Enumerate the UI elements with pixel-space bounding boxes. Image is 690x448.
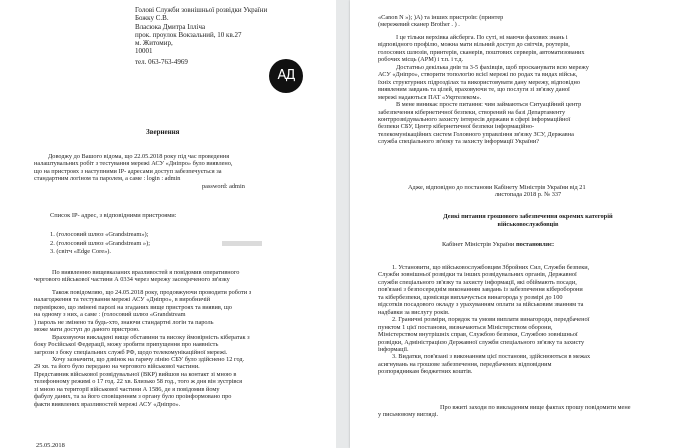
- recipient-line: Божку С.В.: [135, 14, 169, 22]
- text-line: розпорядникам бюджетних коштів.: [378, 368, 473, 376]
- recipient-line: тел. 063-763-4969: [135, 58, 188, 66]
- list-item: 2. (голосовий шлюз «Grandstream »);: [50, 239, 151, 247]
- recipient-line: прок. проулок Вокзальний, 10 кв.27: [135, 31, 242, 39]
- text-line: Також повідомляю, що 24.05.2018 року, продовжуючи проводити роботи з: [52, 288, 252, 296]
- text-line: налаштувальних робіт з тестування мережі АСУ «Дніпро» було виявлено,: [34, 160, 233, 168]
- text-line: 2. Граничні розміри, порядок та умови виплати винагороди, передбаченої: [392, 316, 590, 324]
- text-line: мережі надаються ПАТ «Укртелеком».: [378, 93, 482, 101]
- text-line: Хочу зазначити, що дзвінок на гарячу лінію СБУ було здійснено 12 год.: [52, 355, 245, 363]
- text-line: загрози з боку спеціальних служб РФ, щодо телекомунікаційної мережі.: [34, 348, 228, 356]
- list-item: 3. (свiтч «Edge Core»).: [50, 248, 112, 255]
- text-line: «Canon N »); )А) та інших пристроїв: (принтер: [378, 14, 504, 21]
- decree-title-line: Деякі питання грошового забезпечення окремих категорій: [443, 213, 613, 220]
- text-line: що на пристроях з наступними IP- адресами доступ забезпечується за: [34, 167, 222, 175]
- text-line: відсотків посадового окладу з урахуванням оплати за військовим званням та: [378, 301, 584, 309]
- footer-date: 25.05.2018: [36, 442, 65, 448]
- text-line: Доводжу до Вашого відома, що 22.05.2018 року під час проведення: [48, 153, 230, 160]
- text-line: асигнувань на грошове забезпечення, передбачених відповідним: [378, 360, 552, 368]
- text-line: факти виявлених вразливостей мережі АСУ «Дніпро».: [34, 400, 181, 408]
- text-line: чергового військової частини А 0334 через мережу засекреченого зв'язку: [34, 276, 230, 284]
- ip-list: [50, 231, 150, 257]
- text-line: телефонному режимі о 17 год. 22 хв. Близько 58 год., того ж дня він зустрівся: [34, 378, 243, 386]
- text-line: пунктом 1 цієї постанови, визначаються Міністерством оборони,: [378, 323, 553, 331]
- text-line: І це тільки верхівка айсберга. По суті, ні маючи фахових знань і: [396, 34, 568, 41]
- text-line: 1. Установити, що військовослужбовцям Збройних Сил, Служби безпеки,: [392, 264, 590, 271]
- text-line: голосових шлюзів, принтерів, сканерів, поштових серверів, автоматизованих: [378, 48, 585, 56]
- closing-request: [378, 404, 678, 419]
- text-line: служба спеціального зв'язку та захисту інформації України?: [378, 138, 540, 146]
- text-line: надбавки за вислугу років.: [378, 308, 450, 316]
- text-line: В мене виникає просте питання: чим займаються Ситуаційний центр: [396, 101, 582, 109]
- text-line: Адже, відповідно до постанови Кабінету Міністрів України від 21: [408, 184, 586, 191]
- text-line: інформації.: [378, 345, 409, 353]
- decree-lead-keyword: постановляє:: [515, 241, 555, 248]
- decree-lead-text: Кабінет Міністрів України: [442, 241, 516, 248]
- text-line: безпеки СБУ, Центр кібернетичної безпеки інформаційно-: [378, 123, 535, 131]
- intro-paragraph: [34, 153, 330, 190]
- recipient-block: [135, 6, 267, 66]
- text-line: (мережевий сканер Brother . ) .: [378, 21, 460, 29]
- document-page-right: [350, 0, 690, 448]
- text-line: на одному з них, а саме : (голосовий шлюз «Grandstream: [34, 311, 186, 319]
- text-line: виявленим завдань та цілей, враховуючи те, що послуги зі зв'язку даної: [378, 86, 570, 94]
- decree-body: [378, 264, 678, 376]
- text-line: їхніх структурних підрозділах та використовувати дану мережу, відповідно: [378, 78, 580, 86]
- text-line: АСУ «Дніпро», створити топологію всієї мережі по родах та видах військ,: [378, 71, 578, 79]
- recipient-line: 10001: [135, 47, 153, 55]
- recipient-line: Голові Служби зовнішньої розвідки України: [135, 6, 268, 14]
- device-list-continuation: [378, 14, 678, 29]
- text-line: та кібербезпеки, щомісяця виплачується винагорода у розмірі до 100: [378, 293, 563, 301]
- text-line: може мати доступ до даного пристрою.: [34, 326, 140, 334]
- decree-title-line: військовослужбовців: [497, 220, 559, 228]
- analysis-paragraphs: [378, 34, 678, 146]
- text-line: налагодження та тестування мережі АСУ «Дніпро», в виробничій: [34, 296, 211, 304]
- decree-title: [378, 213, 678, 228]
- text-line: служби спеціального зв'язку та захисту інформації, які обіймають посади,: [378, 278, 577, 286]
- text-line: боку Російської Федерації, можу зробити припущення про наявність: [34, 341, 219, 349]
- text-line: 29 хв. та його було передано на чергового військової частини.: [34, 363, 200, 371]
- list-item: 1. (голосовий шлюз «Grandstream»);: [50, 231, 149, 238]
- text-line: Представник військової розвідувальної (ВКР) вийшов на контакт зі мною в: [34, 370, 237, 378]
- text-line: ) пароль не змінено та будь-хто, знаючи стандартні логін та пароль: [34, 318, 214, 326]
- text-line: контррозвідувального захисту інтересів держави в сфері інформаційної: [378, 115, 571, 123]
- text-line: пов'язані з безпосереднім виконанням завдань із забезпечення кібероборони: [378, 286, 583, 294]
- text-line: телекомунікаційних систем Головного управління зв'язку ЗСУ, Державна: [378, 130, 574, 138]
- text-line: Враховуючи викладені вище обставини та високу ймовірність кібератак з: [52, 333, 250, 341]
- text-line: розвідки, Адміністрацією Державної служби спеціального зв'язку та захисту: [378, 338, 585, 346]
- redaction-mark: [222, 241, 262, 246]
- text-line: відповідного профілю, можна мати вільний доступ до світчів, роутерів,: [378, 41, 570, 49]
- text-line: Служби зовнішньої розвідки та інших розвідувальних органів, Державної: [378, 271, 577, 279]
- document-page-left: [0, 0, 336, 448]
- text-line: стандартним логіном та паролем, а саме : login : admin: [34, 175, 181, 183]
- letter-heading: Звернення: [146, 128, 180, 136]
- text-line: Достатньо декілька днів та 3-5 фахівців, щоб просканувати всю мережу: [396, 63, 589, 71]
- decree-reference: [378, 184, 678, 199]
- text-line: Міністерством внутрішніх справ, Службою безпеки, Службою зовнішньої: [378, 331, 578, 339]
- text-line: 3. Видатки, пов'язані з виконанням цієї постанови, здійснюються в межах: [392, 353, 591, 361]
- recipient-line: Власюка Дмитра Ілліча: [135, 23, 206, 31]
- text-line: фабулу даних, та за його сповіщенням з органу було проінформовано про: [34, 393, 232, 401]
- text-line: перевіркою, що змінені паролі на згаданих вище пристроях та виявив, що: [34, 303, 232, 311]
- body-paragraphs: [34, 269, 330, 408]
- text-line: листопада 2018 р. № 337: [494, 191, 562, 199]
- text-line: По виявленню вищевказаних вразливостей я повідомив оперативного: [52, 269, 240, 276]
- text-line: зі мною на території військової частини А 1586, де я повідомив йому: [34, 385, 220, 393]
- page-gap: [336, 0, 350, 448]
- text-line: забезпечення кібернетичної безпеки, створений на базі Департаменту: [378, 108, 566, 116]
- ip-list-title: Список IP- адрес, з відповідними пристроями:: [50, 212, 177, 219]
- text-line: у письмовому вигляді.: [378, 411, 439, 419]
- decree-lead: [442, 241, 554, 249]
- text-line: робочих місць (АРМ) і т.п. і т.д.: [378, 56, 464, 64]
- author-logo: АД: [269, 59, 303, 93]
- text-line: Про вжиті заходи по викладеним вище фактах прошу повідомити мене: [440, 404, 631, 411]
- text-line: password: admin: [202, 182, 245, 190]
- recipient-line: м. Житомир,: [135, 39, 173, 47]
